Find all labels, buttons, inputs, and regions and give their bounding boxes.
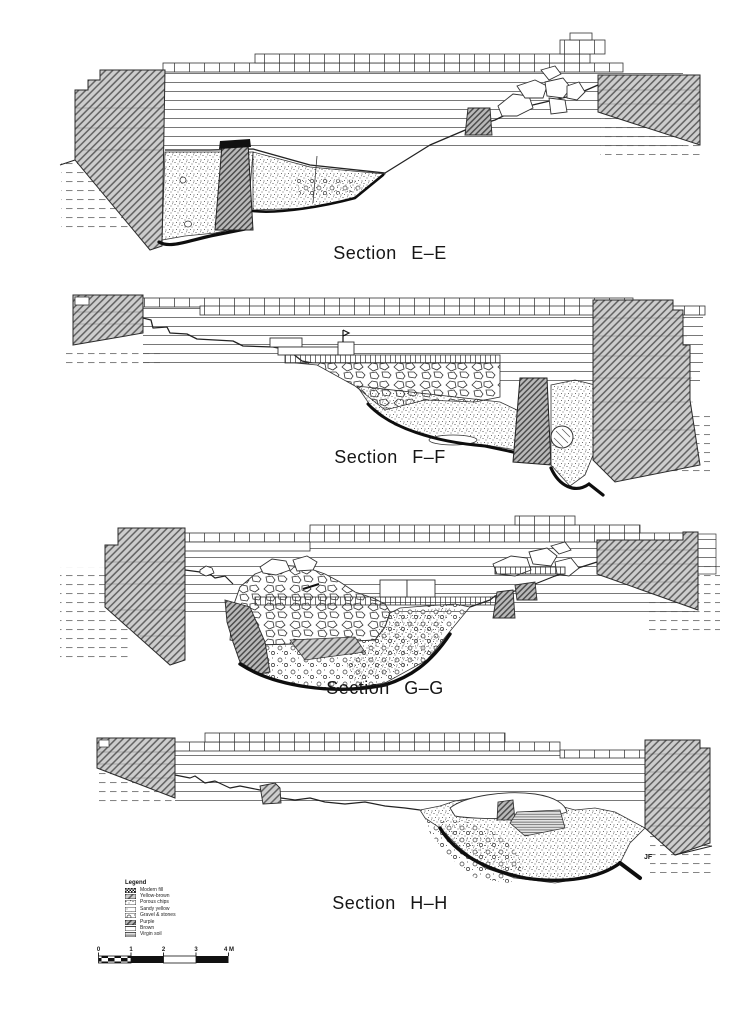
legend-label: Sandy yellow	[140, 905, 170, 912]
legend-swatch-modern-fill	[125, 888, 136, 893]
scale-segments	[99, 956, 229, 963]
illustrator-initials: JF	[644, 854, 653, 861]
euthynteria-strip	[285, 355, 500, 363]
section-h-drawing	[55, 728, 720, 893]
legend-row	[125, 932, 176, 938]
section-e-label: Section E–E	[333, 243, 447, 263]
deposit-bowl	[420, 793, 645, 883]
legend-swatch-virgin-soil	[125, 932, 136, 937]
scale-tick-2: 2	[161, 947, 166, 953]
legend-label: Virgin soil	[140, 931, 162, 938]
legend-label: Modern fill	[140, 886, 164, 893]
legend-title: Legend	[125, 880, 147, 886]
left-wall-hatched	[73, 295, 143, 345]
scale-bar	[95, 944, 240, 968]
scale-tick-0: 0	[96, 947, 101, 953]
section-h-label: Section H–H	[332, 893, 448, 913]
masonry-courses	[175, 751, 645, 806]
legend-swatch-gravel-stones	[125, 913, 136, 918]
legend-swatch-purple	[125, 920, 136, 925]
scale-ticks	[99, 953, 229, 957]
deposit-stippled-right	[253, 152, 385, 212]
cross-wall-stub-small	[465, 108, 492, 135]
scale-tick-3: 3	[194, 947, 198, 953]
section-e-drawing	[55, 28, 705, 253]
legend-swatch-sandy-yellow	[125, 907, 136, 912]
legend-label: Brown	[140, 925, 155, 932]
euthynteria-strip	[255, 597, 500, 605]
legend-swatch-yellow-brown	[125, 894, 136, 899]
legend-label: Purple	[140, 918, 155, 925]
terrace-blocks	[380, 580, 435, 597]
scale-end-label: 4 M	[223, 947, 235, 953]
legend-row	[125, 913, 176, 919]
section-f-drawing	[55, 290, 715, 518]
legend	[125, 880, 176, 938]
legend-label: Gravel & stones	[140, 912, 176, 919]
legend-label: Porous chips	[140, 899, 169, 906]
slope-stone	[260, 783, 281, 804]
cross-wall-stub	[493, 590, 515, 618]
legend-label: Yellow-brown	[140, 893, 170, 900]
scale-tick-1: 1	[129, 947, 133, 953]
section-g-label: Section G–G	[326, 678, 444, 698]
section-g-drawing	[55, 512, 720, 694]
legend-swatch-porous-chips	[125, 900, 136, 905]
section-f-label: Section F–F	[334, 447, 446, 467]
legend-swatch-brown	[125, 926, 136, 931]
